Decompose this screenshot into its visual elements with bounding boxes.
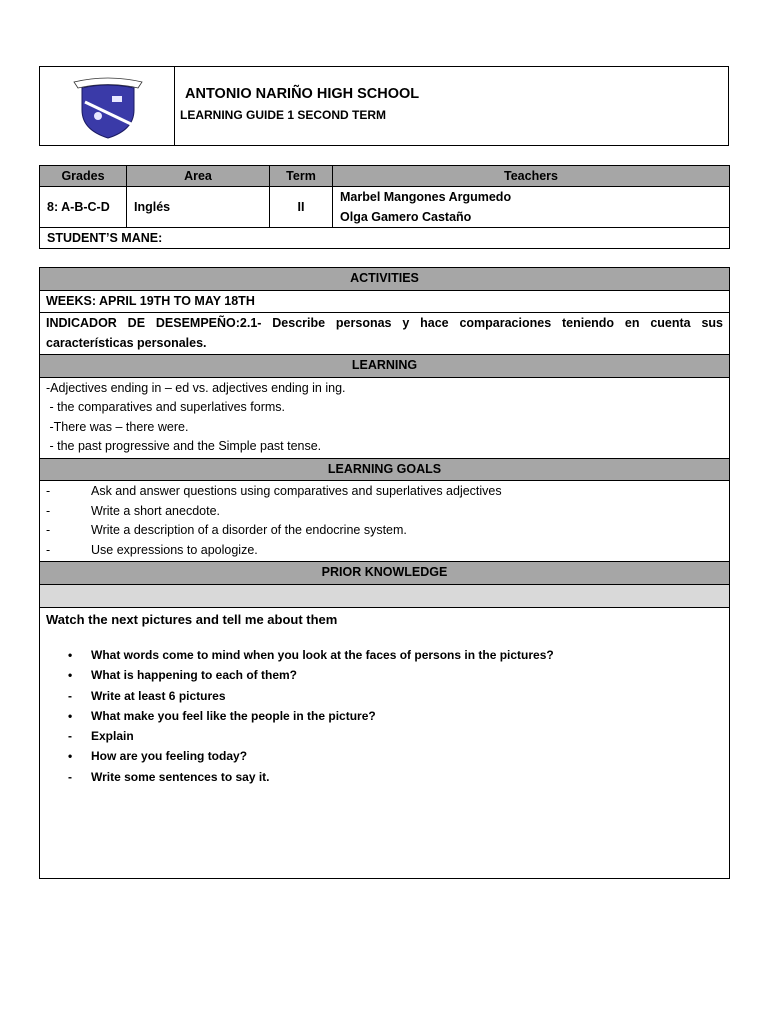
document-header	[39, 66, 729, 146]
school-logo	[68, 72, 148, 142]
activities-title: ACTIVITIES	[40, 268, 730, 291]
learning-title: LEARNING	[40, 355, 730, 378]
question-item: • How are you feeling today?	[68, 749, 248, 764]
question-item: • What make you feel like the people in the picture?	[68, 708, 376, 723]
learning-goals-list	[40, 481, 730, 562]
prior-knowledge-title: PRIOR KNOWLEDGE	[40, 562, 730, 585]
logo-cell	[40, 67, 175, 145]
learning-list	[40, 377, 730, 458]
course-info-table	[39, 165, 730, 249]
prior-knowledge-content	[40, 607, 730, 878]
info-header-row	[40, 166, 730, 187]
learning-item: - the past progressive and the Simple past tense.	[46, 439, 322, 453]
student-name-label: STUDENT’S MANE:	[40, 228, 730, 249]
learning-item: -Adjectives ending in – ed vs. adjectives ending in ing.	[46, 380, 346, 395]
area-value: Inglés	[127, 187, 270, 228]
school-name: ANTONIO NARIÑO HIGH SCHOOL	[185, 86, 420, 102]
grades-value: 8: A-B-C-D	[40, 187, 127, 228]
learning-item: -There was – there were.	[46, 419, 189, 434]
question-item: - Write some sentences to say it.	[68, 769, 270, 784]
teachers-value	[333, 187, 730, 228]
grades-header: Grades	[40, 166, 127, 187]
question-item: - Explain	[68, 729, 134, 744]
weeks-text: WEEKS: APRIL 19TH TO MAY 18TH	[40, 290, 730, 313]
activities-table	[39, 267, 730, 879]
instruction-text: Watch the next pictures and tell me about them	[46, 611, 338, 627]
info-values-row	[40, 187, 730, 228]
guide-title: LEARNING GUIDE 1 SECOND TERM	[180, 108, 387, 122]
prior-knowledge-empty-row	[40, 584, 730, 607]
goal-item: - Ask and answer questions using comparatives and superlatives adjectives	[46, 484, 502, 498]
goal-item: - Write a description of a disorder of the endocrine system.	[46, 523, 407, 537]
teacher-1: Marbel Mangones Argumedo	[340, 190, 512, 204]
teacher-2: Olga Gamero Castaño	[340, 210, 472, 224]
question-item: • What words come to mind when you look at the faces of persons in the pictures?	[68, 648, 554, 662]
learning-goals-title: LEARNING GOALS	[40, 458, 730, 481]
student-name-row	[40, 228, 730, 249]
teachers-header: Teachers	[333, 166, 730, 187]
term-value: II	[270, 187, 333, 228]
question-item: - Write at least 6 pictures	[68, 688, 226, 703]
questions-list	[46, 645, 723, 787]
performance-indicator: INDICADOR DE DESEMPEÑO:2.1- Describe personas y hace comparaciones teniendo en cuenta sus características personales.	[40, 313, 730, 355]
term-header: Term	[270, 166, 333, 187]
goal-item: - Write a short anecdote.	[46, 503, 221, 518]
question-item: • What is happening to each of them?	[68, 668, 298, 683]
goal-item: - Use expressions to apologize.	[46, 542, 258, 557]
area-header: Area	[127, 166, 270, 187]
learning-item: - the comparatives and superlatives forms.	[46, 400, 285, 414]
